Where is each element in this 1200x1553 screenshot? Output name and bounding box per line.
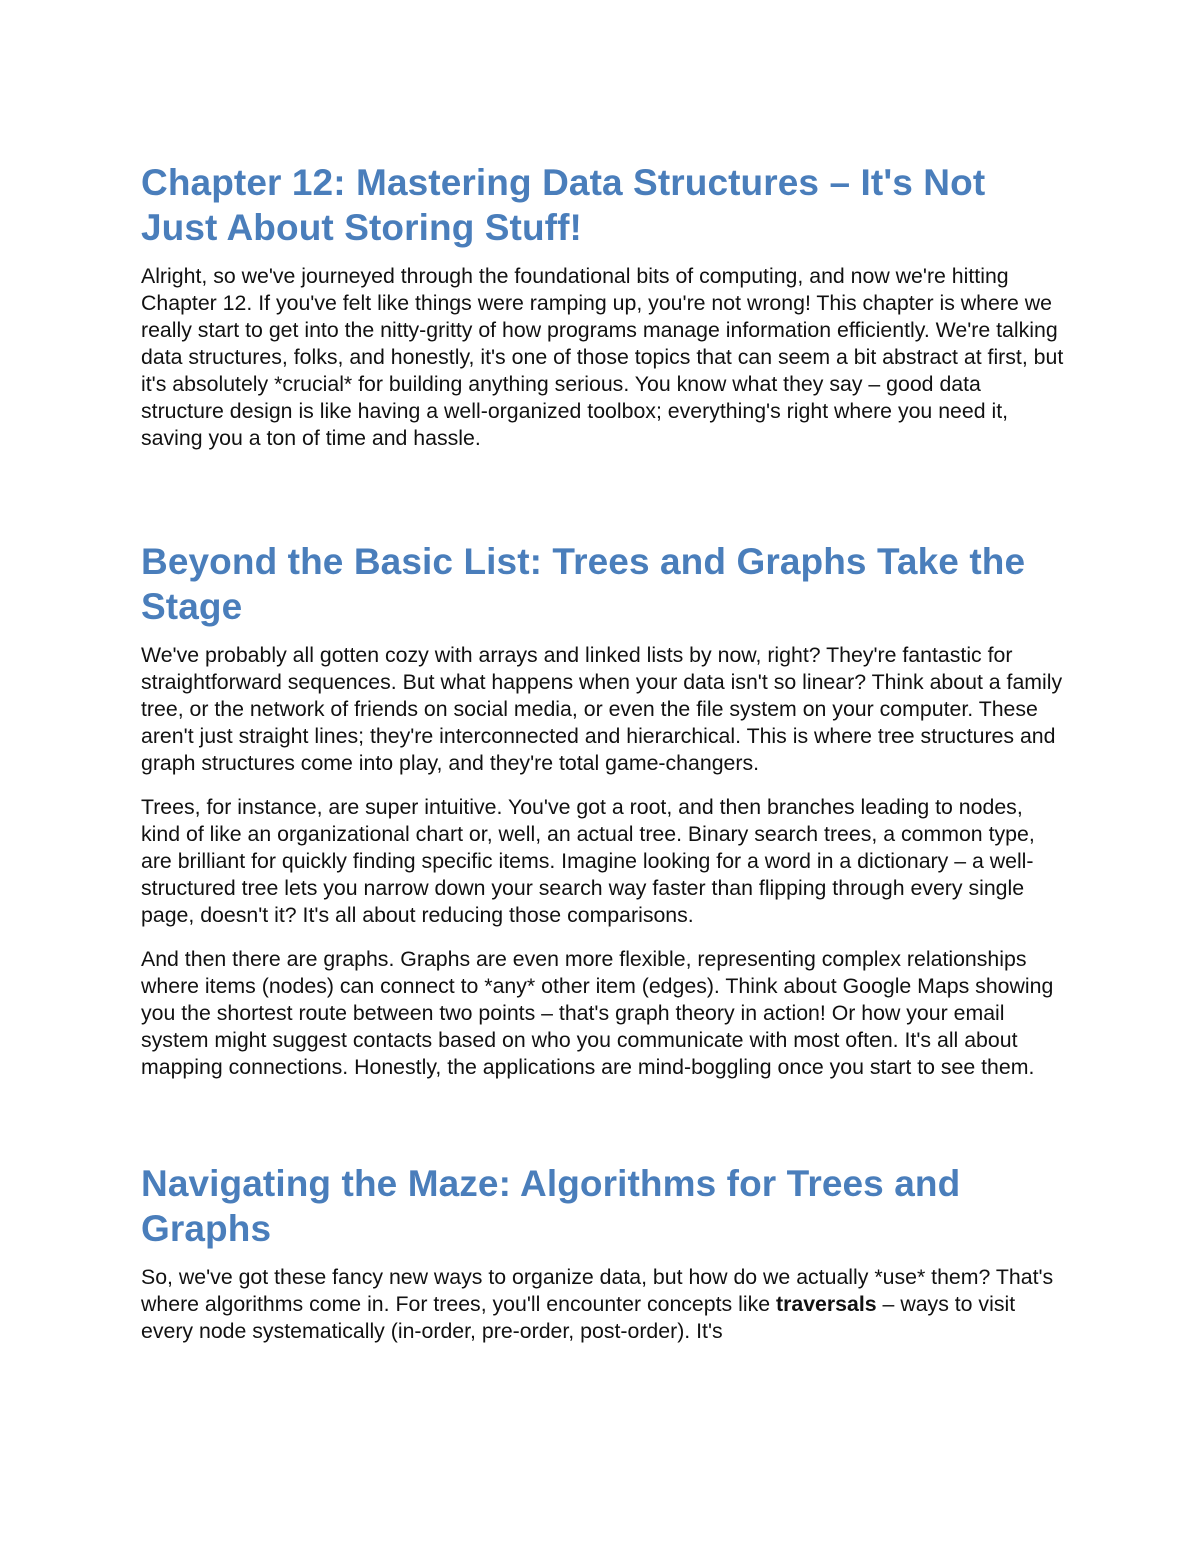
paragraph-trees: Trees, for instance, are super intuitive. You've got a root, and then branches leading to nodes, kind of like an organizational chart or, well, an actual tree. Binary search trees, a common type, are brilliant for quickly finding specific items. Imagine looking for a word in a dictionary – a well-structured tree lets you narrow down your search way faster than flipping through every single page, doesn't it? It's all about reducing those comparisons. bbox=[141, 795, 1035, 927]
intro-paragraph: Alright, so we've journeyed through the foundational bits of computing, and now we're hitting Chapter 12. If you've felt like things were ramping up, you're not wrong! This chapter is where we really start to get into the nitty-gritty of how programs manage information efficiently. We're talking data structures, folks, and honestly, it's one of those topics that can seem a bit abstract at first, but it's absolutely *crucial* for building anything serious. You know what they say – good data structure design is like having a well-organized toolbox; everything's right where you need it, saving you a ton of time and hassle. bbox=[141, 264, 1064, 450]
paragraph-algorithms-end: – ways to visit every node systematically (in-order, pre-order, post-order). It's bbox=[141, 1292, 1016, 1343]
traversals-term: traversals bbox=[775, 1292, 877, 1316]
section-heading-trees-graphs: Beyond the Basic List: Trees and Graphs Take the Stage bbox=[141, 541, 1026, 627]
paragraph-algorithms-start: So, we've got these fancy new ways to organize data, but how do we actually *use* them? That's where algorithms come in. For trees, you'll encounter concepts like bbox=[141, 1265, 1054, 1316]
paragraph-graphs: And then there are graphs. Graphs are even more flexible, representing complex relationships where items (nodes) can connect to *any* other item (edges). Think about Google Maps showing you the shortest route between two points – that's graph theory in action! Or how your email system might suggest contacts based on who you communicate with most often. It's all about mapping connections. Honestly, the applications are mind-boggling once you start to see them. bbox=[141, 947, 1054, 1079]
paragraph-algorithms bbox=[141, 1264, 1066, 1345]
document-page bbox=[141, 160, 1066, 1345]
chapter-heading: Chapter 12: Mastering Data Structures – It's Not Just About Storing Stuff! bbox=[141, 162, 986, 248]
paragraph-linear-data: We've probably all gotten cozy with arrays and linked lists by now, right? They're fantastic for straightforward sequences. But what happens when your data isn't so linear? Think about a family tree, or the network of friends on social media, or even the file system on your computer. These aren't just straight lines; they're interconnected and hierarchical. This is where tree structures and graph structures come into play, and they're total game-changers. bbox=[141, 643, 1063, 775]
section-heading-algorithms: Navigating the Maze: Algorithms for Trees and Graphs bbox=[141, 1163, 961, 1249]
